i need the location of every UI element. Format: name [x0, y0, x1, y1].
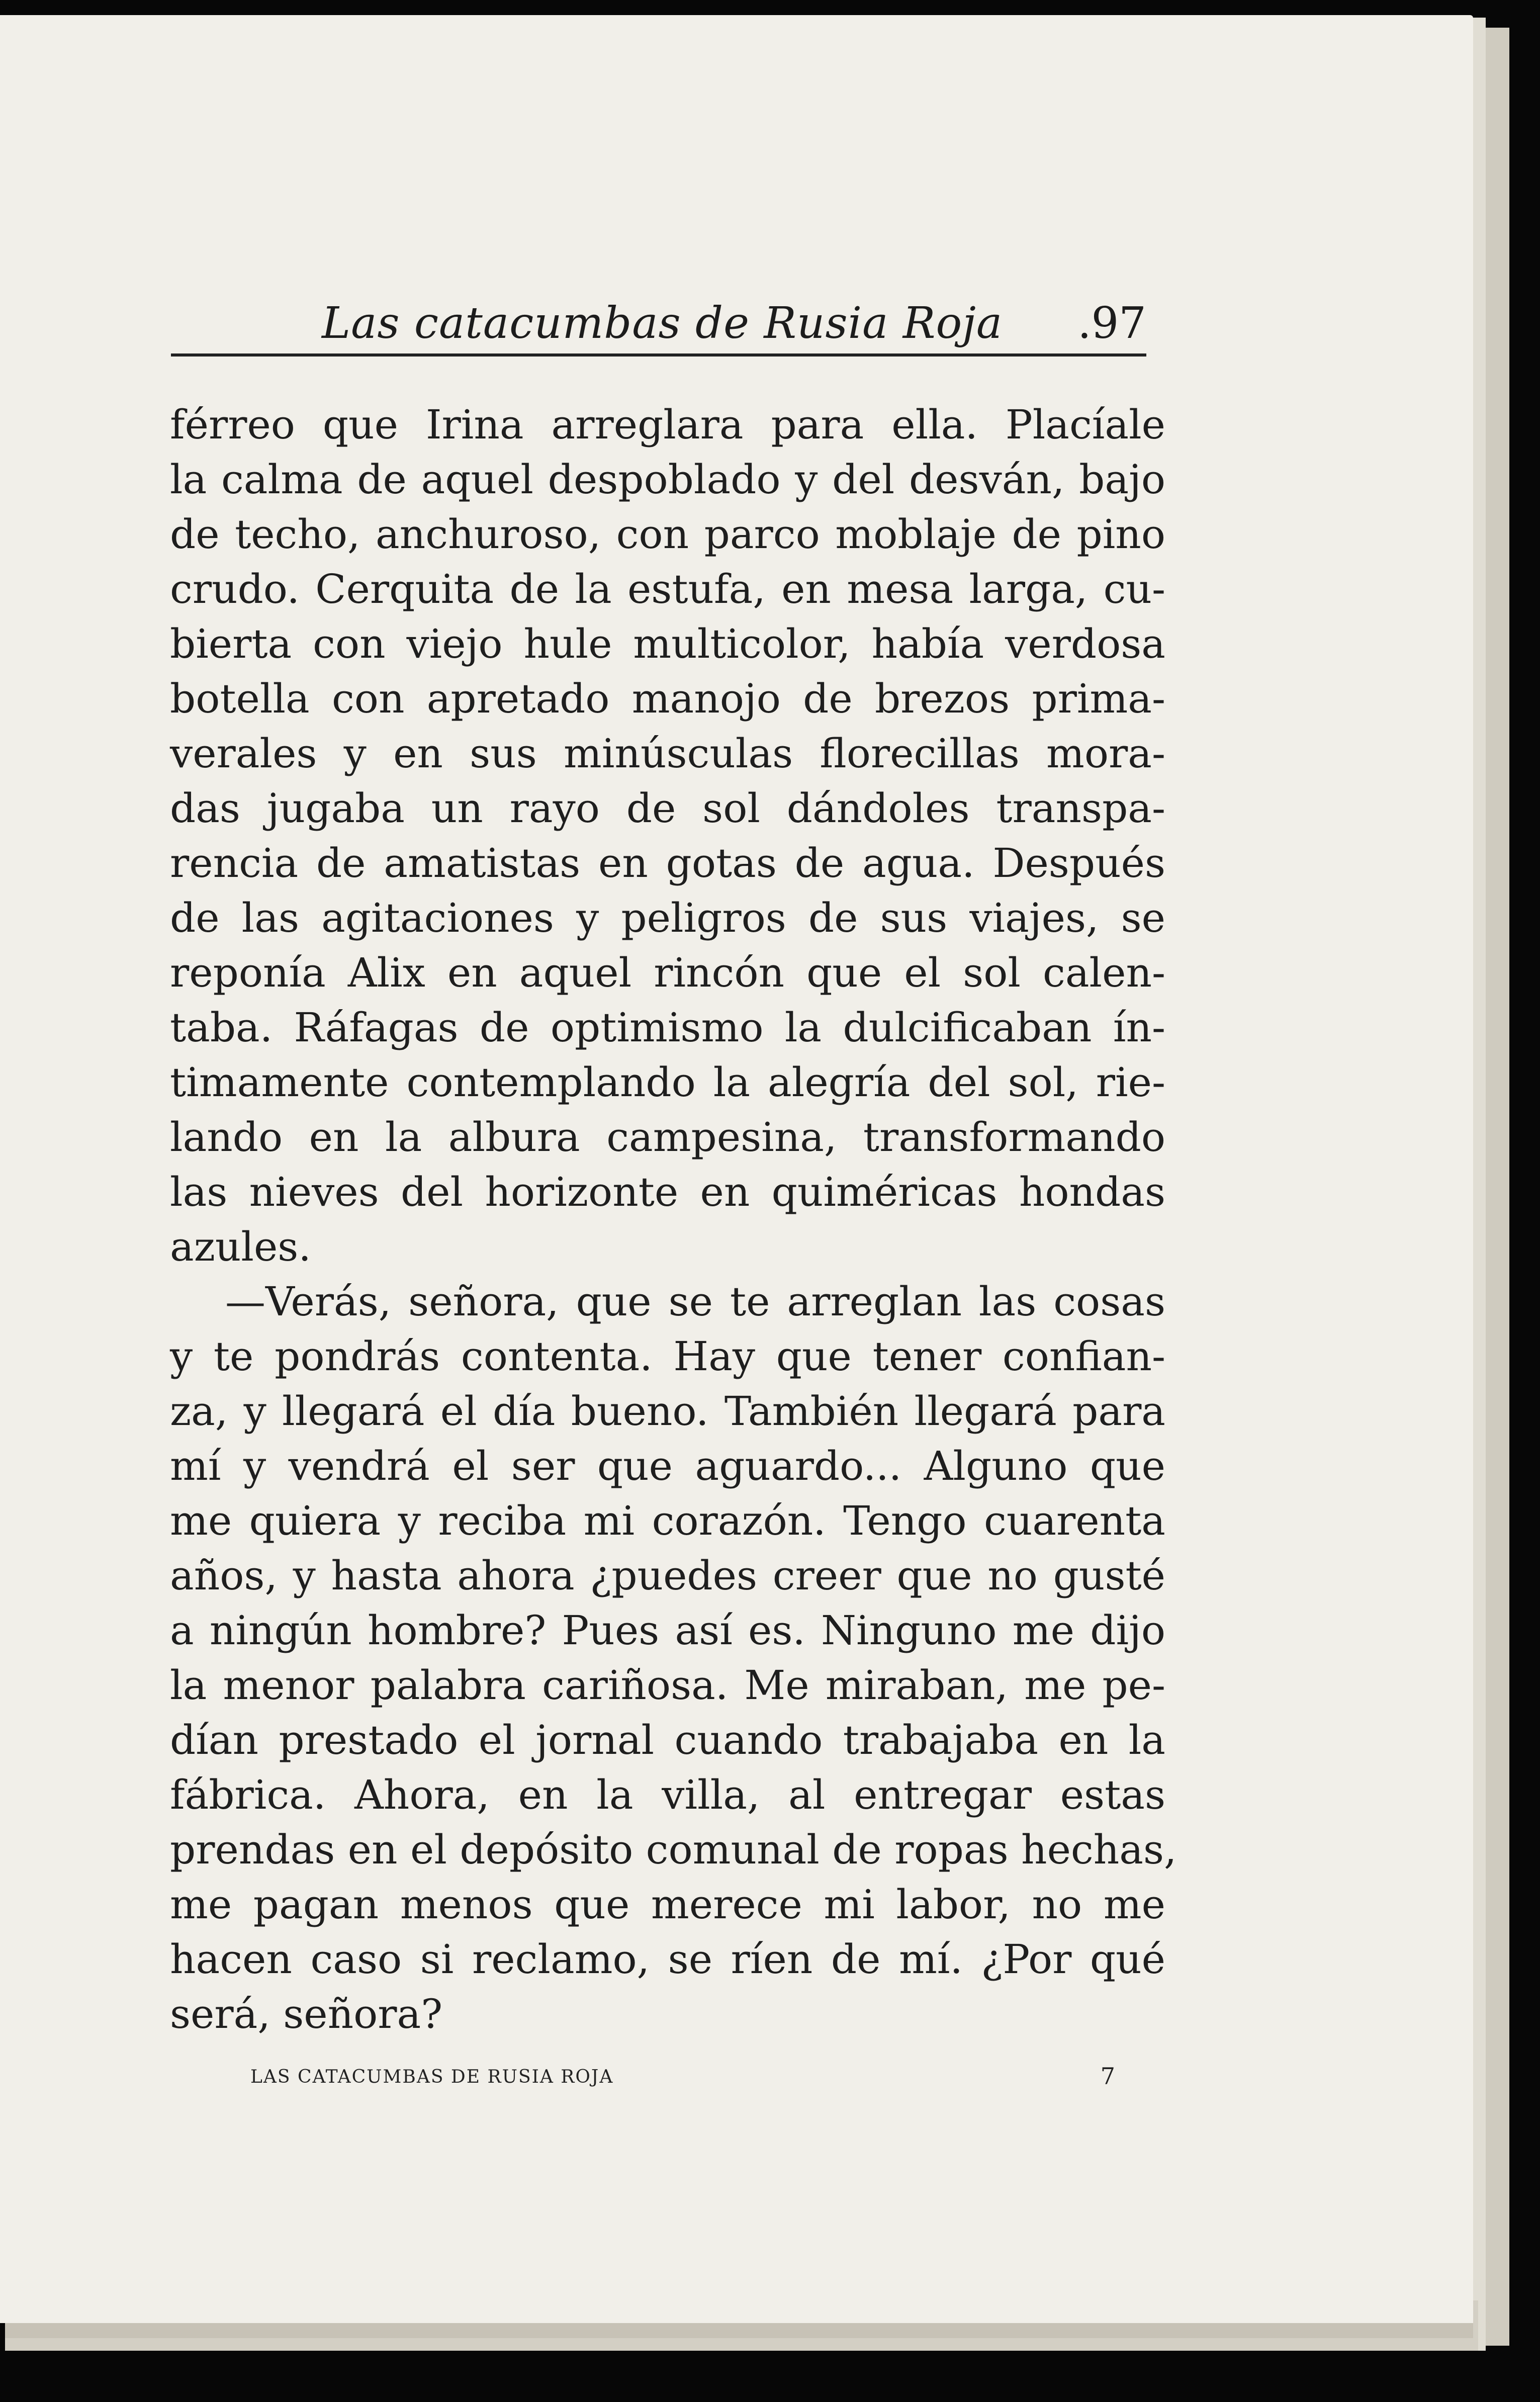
- signature-number: 7: [1100, 2063, 1115, 2090]
- text-line: rencia de amatistas en gotas de agua. Después: [170, 840, 1165, 886]
- text-line: la menor palabra cariñosa. Me miraban, me pe-: [170, 1662, 1165, 1709]
- text-line: fábrica. Ahora, en la villa, al entregar estas: [170, 1771, 1165, 1818]
- text-line: bierta con viejo hule multicolor, había verdosa: [170, 620, 1165, 667]
- body-text: [170, 397, 1177, 2041]
- text-line: férreo que Irina arreglara para ella. Placíale: [170, 401, 1165, 448]
- text-line: hacen caso si reclamo, se ríen de mí. ¿Por qué: [170, 1936, 1165, 1983]
- running-head-title: Las catacumbas de Rusia Roja: [322, 298, 1003, 348]
- text-line: lando en la albura campesina, transformando: [170, 1114, 1165, 1161]
- text-line: za, y llegará el día bueno. También llegará para: [170, 1388, 1165, 1435]
- text-line: y te pondrás contenta. Hay que tener confian-: [170, 1333, 1165, 1380]
- text-line: taba. Ráfagas de optimismo la dulcificaban ín-: [170, 1004, 1165, 1051]
- text-line: mí y vendrá el ser que aguardo... Alguno que: [170, 1443, 1165, 1489]
- text-line: botella con apretado manojo de brezos prima-: [170, 675, 1165, 722]
- text-line: me pagan menos que merece mi labor, no me: [170, 1881, 1165, 1928]
- printer-signature: [250, 2063, 1115, 2107]
- text-line: azules.: [170, 1223, 311, 1270]
- text-line: las nieves del horizonte en quiméricas hondas: [170, 1169, 1165, 1215]
- text-line: —Verás, señora, que se te arreglan las cosas: [225, 1278, 1165, 1325]
- text-line: timamente contemplando la alegría del sol, rie-: [170, 1059, 1165, 1106]
- text-line: dían prestado el jornal cuando trabajaba en la: [170, 1717, 1165, 1763]
- text-line: verales y en sus minúsculas florecillas mora-: [170, 730, 1165, 777]
- book-page: [0, 15, 1473, 2323]
- text-line: será, señora?: [170, 1991, 443, 2037]
- text-line: la calma de aquel despoblado y del desván, bajo: [170, 456, 1165, 503]
- running-head: [171, 288, 1146, 359]
- text-line: de techo, anchuroso, con parco moblaje de pino: [170, 511, 1165, 558]
- signature-text: LAS CATACUMBAS DE RUSIA ROJA: [250, 2067, 614, 2087]
- text-line: das jugaba un rayo de sol dándoles transpa-: [170, 785, 1165, 832]
- text-line: me quiera y reciba mi corazón. Tengo cuarenta: [170, 1497, 1165, 1544]
- page-number: .97: [1077, 298, 1146, 348]
- header-rule: [171, 353, 1146, 357]
- text-line: reponía Alix en aquel rincón que el sol calen-: [170, 949, 1165, 996]
- text-line: a ningún hombre? Pues así es. Ninguno me dijo: [170, 1607, 1165, 1654]
- text-line: prendas en el depósito comunal de ropas hechas,: [170, 1826, 1177, 1873]
- text-line: de las agitaciones y peligros de sus viajes, se: [170, 895, 1165, 941]
- text-line: años, y hasta ahora ¿puedes creer que no gusté: [170, 1552, 1165, 1599]
- text-line: crudo. Cerquita de la estufa, en mesa larga, cu-: [170, 566, 1165, 612]
